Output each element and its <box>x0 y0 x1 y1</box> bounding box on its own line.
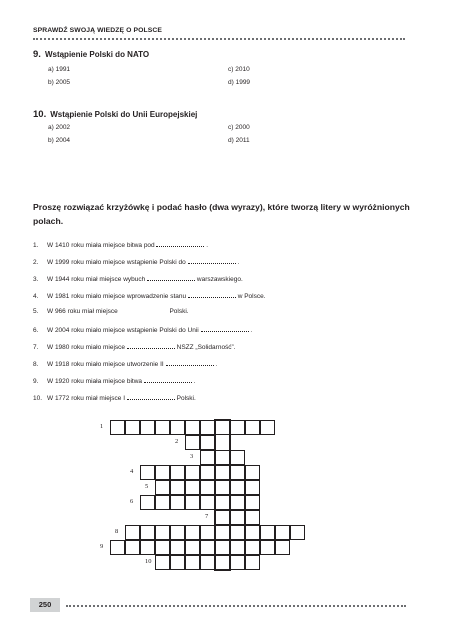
clue-3: 3. W 1944 roku miał miejsce wybuch warszawskiego. <box>33 276 243 283</box>
crossword-cell[interactable] <box>230 555 245 570</box>
crossword-cell[interactable] <box>185 525 200 540</box>
crossword-cell[interactable] <box>200 480 215 495</box>
crossword-cell[interactable] <box>125 540 140 555</box>
crossword-cell[interactable] <box>200 495 215 510</box>
crossword-cell[interactable] <box>125 525 140 540</box>
crossword-cell[interactable] <box>230 480 245 495</box>
crossword-cell[interactable] <box>140 495 155 510</box>
crossword-cell[interactable] <box>125 420 140 435</box>
crossword-cell[interactable] <box>230 525 245 540</box>
answer-option: c) 2010 <box>228 66 250 73</box>
crossword-cell[interactable] <box>200 525 215 540</box>
crossword-clue-number: 7 <box>205 513 209 520</box>
crossword-cell[interactable] <box>185 480 200 495</box>
crossword-cell[interactable] <box>230 510 245 525</box>
crossword-cell[interactable] <box>200 555 215 570</box>
crossword-cell[interactable] <box>185 435 200 450</box>
crossword-cell[interactable] <box>170 555 185 570</box>
crossword-cell[interactable] <box>200 435 215 450</box>
crossword-cell[interactable] <box>230 495 245 510</box>
crossword-cell[interactable] <box>260 525 275 540</box>
crossword-cell[interactable] <box>170 480 185 495</box>
crossword-cell[interactable] <box>230 450 245 465</box>
crossword-cell[interactable] <box>185 420 200 435</box>
crossword-cell[interactable] <box>230 465 245 480</box>
section-header: SPRAWDŹ SWOJĄ WIEDZĘ O POLSCE <box>33 27 163 34</box>
crossword-clue-number: 6 <box>130 498 134 505</box>
crossword-cell[interactable] <box>245 510 260 525</box>
crossword-clue-number: 3 <box>190 453 194 460</box>
crossword-cell[interactable] <box>275 540 290 555</box>
crossword-cell[interactable] <box>245 525 260 540</box>
crossword-cell[interactable] <box>245 540 260 555</box>
task-instruction: Proszę rozwiązać krzyżówkę i podać hasło (dwa wyrazy), które tworzą litery w wyróżnionych polach. <box>33 202 410 226</box>
clue-4: 4. W 1981 roku miało miejsce wprowadzenie stanu w Polsce. <box>33 293 266 300</box>
answer-option: d) 1999 <box>228 79 251 86</box>
crossword-cell[interactable] <box>275 525 290 540</box>
crossword-cell[interactable] <box>245 495 260 510</box>
crossword-cell[interactable] <box>200 420 215 435</box>
crossword-cell[interactable] <box>140 525 155 540</box>
clue-10: 10. W 1772 roku miał miejsce I Polski. <box>33 395 196 402</box>
clue-6: 6. W 2004 roku miało miejsce wstąpienie Polski do Unii . <box>33 327 253 334</box>
crossword-cell[interactable] <box>230 540 245 555</box>
crossword-cell[interactable] <box>230 420 245 435</box>
crossword-clue-number: 8 <box>115 528 119 535</box>
crossword-cell[interactable] <box>260 420 275 435</box>
crossword-cell[interactable] <box>140 465 155 480</box>
crossword-cell[interactable] <box>155 420 170 435</box>
clue-5: 5. W 966 roku miał miejsce Polski. <box>33 308 189 315</box>
crossword-clue-number: 5 <box>145 483 149 490</box>
crossword-clue-number: 4 <box>130 468 134 475</box>
answer-option: b) 2004 <box>48 137 71 144</box>
crossword-cell[interactable] <box>185 465 200 480</box>
clue-2: 2. W 1999 roku miało miejsce wstąpienie Polski do . <box>33 259 240 266</box>
question-number: 10. <box>33 109 47 120</box>
crossword-cell[interactable] <box>200 465 215 480</box>
crossword-cell[interactable] <box>185 555 200 570</box>
crossword-cell[interactable] <box>110 540 125 555</box>
question-text: Wstąpienie Polski do Unii Europejskiej <box>50 110 198 119</box>
crossword-cell[interactable] <box>155 540 170 555</box>
question-number: 9. <box>33 49 41 60</box>
crossword-cell[interactable] <box>260 540 275 555</box>
crossword-cell[interactable] <box>140 540 155 555</box>
answer-option: b) 2005 <box>48 79 71 86</box>
crossword-cell[interactable] <box>170 540 185 555</box>
crossword-clue-number: 9 <box>100 543 104 550</box>
crossword-cell[interactable] <box>170 465 185 480</box>
footer-divider <box>66 605 406 607</box>
crossword-cell[interactable] <box>290 525 305 540</box>
crossword-cell[interactable] <box>170 420 185 435</box>
question-text: Wstąpienie Polski do NATO <box>44 50 150 59</box>
crossword-cell[interactable] <box>170 495 185 510</box>
crossword-cell[interactable] <box>140 420 155 435</box>
crossword-cell[interactable] <box>245 465 260 480</box>
answer-option: a) 1991 <box>48 66 71 73</box>
answer-option: c) 2000 <box>228 124 250 131</box>
crossword-cell[interactable] <box>170 525 185 540</box>
crossword-cell[interactable] <box>155 495 170 510</box>
crossword-clue-number: 1 <box>100 423 104 430</box>
password-column-highlight <box>214 419 231 571</box>
answer-option: a) 2002 <box>48 124 71 131</box>
crossword-cell[interactable] <box>185 495 200 510</box>
answer-option: d) 2011 <box>228 137 250 144</box>
crossword-cell[interactable] <box>245 480 260 495</box>
crossword-cell[interactable] <box>110 420 125 435</box>
crossword-cell[interactable] <box>245 420 260 435</box>
clue-7: 7. W 1980 roku miało miejsce NSZZ „Solidarność”. <box>33 344 236 351</box>
crossword-clue-number: 10 <box>145 558 152 565</box>
crossword-cell[interactable] <box>155 525 170 540</box>
crossword-clue-number: 2 <box>175 438 179 445</box>
page-number: 250 <box>30 598 60 612</box>
crossword-cell[interactable] <box>185 540 200 555</box>
crossword-cell[interactable] <box>245 555 260 570</box>
crossword-cell[interactable] <box>155 555 170 570</box>
clue-1: 1. W 1410 roku miała miejsce bitwa pod . <box>33 242 209 249</box>
clue-8: 8. W 1918 roku miało miejsce utworzenie II . <box>33 361 218 368</box>
crossword-cell[interactable] <box>200 450 215 465</box>
clue-9: 9. W 1920 roku miała miejsce bitwa . <box>33 378 196 385</box>
crossword-cell[interactable] <box>155 465 170 480</box>
crossword-cell[interactable] <box>200 540 215 555</box>
crossword-cell[interactable] <box>155 480 170 495</box>
